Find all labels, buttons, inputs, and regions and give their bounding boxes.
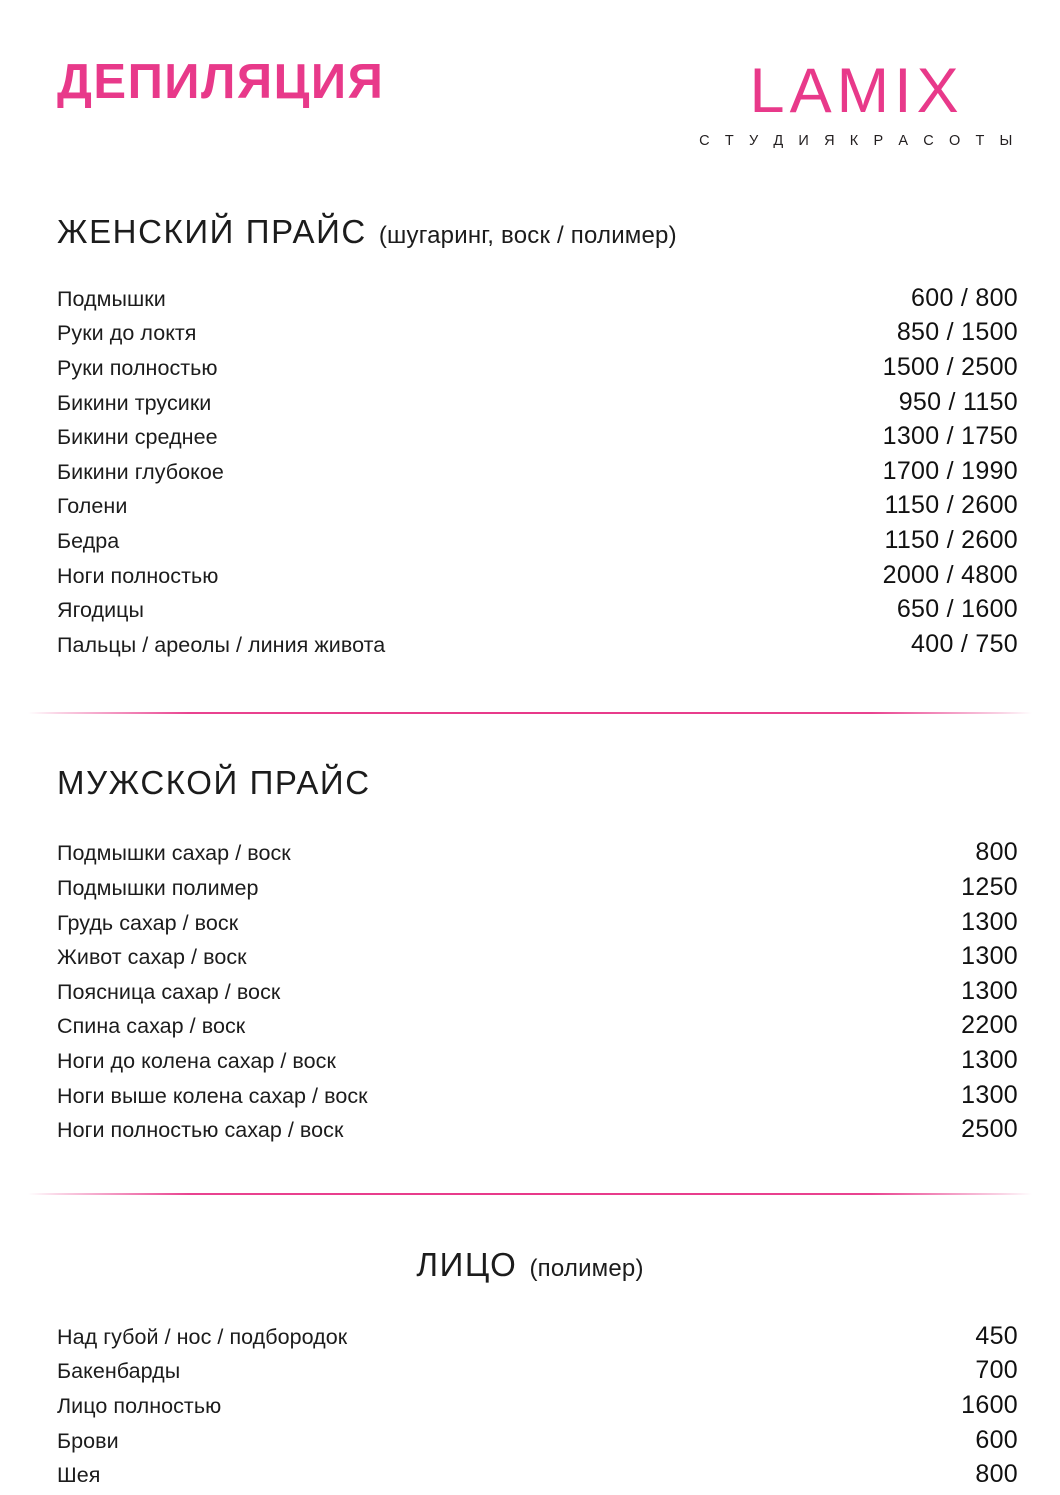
price-row <box>57 908 1018 943</box>
page-title: ДЕПИЛЯЦИЯ <box>57 55 385 109</box>
price-list-face <box>0 1322 1060 1495</box>
brand-tagline: С Т У Д И Я К Р А С О Т Ы <box>699 132 1018 149</box>
page-header <box>0 0 1060 149</box>
service-price: 700 <box>975 1356 1018 1385</box>
price-row <box>57 284 1018 319</box>
section-note-women: (шугаринг, воск / полимер) <box>378 221 677 249</box>
service-name: Лицо полностью <box>57 1393 222 1418</box>
service-name: Голени <box>57 494 128 519</box>
service-price: 2200 <box>961 1011 1018 1040</box>
price-row <box>57 457 1018 492</box>
service-price: 1500 / 2500 <box>882 353 1018 382</box>
price-row <box>57 388 1018 423</box>
service-name: Бедра <box>57 529 120 553</box>
brand-logo <box>695 58 1018 149</box>
price-row <box>57 942 1018 977</box>
price-list-men <box>0 838 1060 1149</box>
price-row <box>57 977 1018 1012</box>
price-row <box>57 526 1018 561</box>
price-row <box>57 595 1018 630</box>
service-price: 650 / 1600 <box>896 595 1018 624</box>
service-name: Брови <box>57 1428 119 1453</box>
section-note-face: (полимер) <box>529 1254 644 1282</box>
service-name: Ноги полностью <box>57 563 219 588</box>
service-name: Спина сахар / воск <box>57 1014 246 1039</box>
service-price: 800 <box>975 838 1018 867</box>
service-name: Подмышки сахар / воск <box>57 841 291 866</box>
service-price: 2500 <box>961 1115 1018 1144</box>
price-row <box>57 1426 1018 1461</box>
service-name: Ноги выше колена сахар / воск <box>57 1083 368 1108</box>
service-price: 400 / 750 <box>911 629 1018 658</box>
service-name: Ноги полностью сахар / воск <box>57 1118 344 1143</box>
service-name: Бикини трусики <box>57 390 212 415</box>
service-name: Бикини глубокое <box>57 459 224 484</box>
service-price: 1300 <box>961 907 1018 936</box>
price-row <box>57 353 1018 388</box>
price-row <box>57 491 1018 526</box>
service-price: 2000 / 4800 <box>882 560 1018 589</box>
price-row <box>57 1046 1018 1081</box>
service-price: 850 / 1500 <box>896 318 1018 347</box>
service-name: Над губой / нос / подбородок <box>57 1324 348 1349</box>
section-title-men: МУЖСКОЙ ПРАЙС <box>57 764 371 802</box>
price-row <box>57 1356 1018 1391</box>
section-header-men <box>0 764 1060 802</box>
price-row <box>57 561 1018 596</box>
service-name: Ягодицы <box>57 598 145 623</box>
service-name: Руки полностью <box>57 356 218 381</box>
service-price: 1600 <box>961 1390 1018 1419</box>
section-title-women: ЖЕНСКИЙ ПРАЙС <box>57 212 367 250</box>
service-price: 1300 / 1750 <box>882 422 1018 451</box>
service-name: Шея <box>57 1463 101 1488</box>
service-name: Поясница сахар / воск <box>57 979 281 1004</box>
price-row <box>57 422 1018 457</box>
service-price: 1300 <box>961 976 1018 1005</box>
service-price: 950 / 1150 <box>898 387 1018 416</box>
service-name: Грудь сахар / воск <box>57 910 239 935</box>
service-name: Пальцы / ареолы / линия живота <box>57 632 386 657</box>
service-name: Подмышки <box>57 286 166 311</box>
price-row <box>57 1391 1018 1426</box>
price-row <box>57 630 1018 665</box>
price-row <box>57 1081 1018 1116</box>
price-row <box>57 873 1018 908</box>
service-price: 1300 <box>961 1080 1018 1109</box>
service-price: 1300 <box>961 1045 1018 1074</box>
price-row <box>57 1011 1018 1046</box>
service-price: 450 <box>975 1321 1018 1350</box>
service-price: 1250 <box>961 872 1018 901</box>
service-price: 800 <box>975 1460 1018 1489</box>
service-name: Живот сахар / воск <box>57 945 247 970</box>
section-title-face: ЛИЦО <box>416 1245 518 1283</box>
price-row <box>57 1115 1018 1150</box>
service-name: Ноги до колена сахар / воск <box>57 1048 336 1073</box>
service-price: 600 / 800 <box>911 283 1018 312</box>
price-row <box>57 838 1018 873</box>
price-row <box>57 1460 1018 1495</box>
service-price: 1700 / 1990 <box>882 456 1018 485</box>
service-price: 1300 <box>961 942 1018 971</box>
service-name: Бакенбарды <box>57 1359 181 1384</box>
price-row <box>57 1322 1018 1357</box>
section-header-women <box>0 212 1060 250</box>
service-price: 1150 / 2600 <box>884 526 1018 554</box>
section-header-face <box>0 1245 1060 1283</box>
service-name: Подмышки полимер <box>57 875 259 900</box>
service-name: Руки до локтя <box>57 321 197 346</box>
service-price: 600 <box>975 1425 1018 1454</box>
service-price: 1150 / 2600 <box>884 491 1018 520</box>
price-row <box>57 318 1018 353</box>
service-name: Бикини среднее <box>57 425 218 450</box>
price-list-women <box>0 284 1060 665</box>
brand-name: LAMIX <box>749 56 964 126</box>
